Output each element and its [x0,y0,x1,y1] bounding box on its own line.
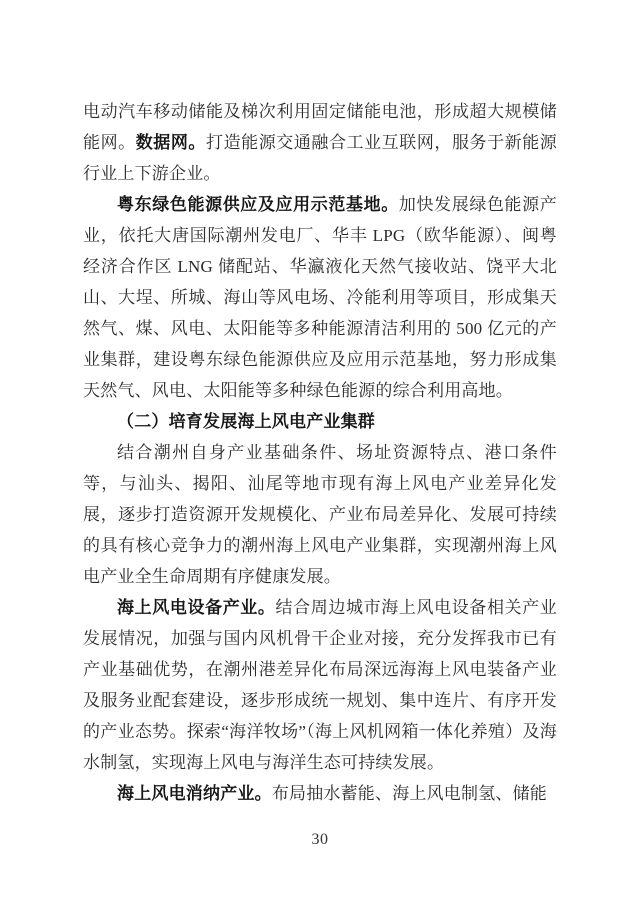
document-body [83,96,557,809]
page-number: 30 [311,831,329,848]
para-green-energy-base [83,189,557,406]
inline-heading-wind-consumption: 海上风电消纳产业。 [117,784,272,803]
body-text: 结合周边城市海上风电设备相关产业发展情况，加强与国内风机骨干企业对接，充分发挥我市已有产业基础优势，在潮州港差异化布局深远海海上风电装备产业及服务业配套建设，逐步形成统一规划、集中连片、有序开发的产业态势。探索“海洋牧场”（海上风机网箱一体化养殖）及海水制氢，实现海上风电与海洋生态可持续发展。 [83,598,557,772]
para-wind-consumption-industry [83,778,557,809]
inline-heading-data-network: 数据网。 [135,133,206,152]
body-text: 电动汽车移动储能及梯次利用固定储能电池，形成超大规模储能网。 [83,102,557,152]
inline-heading-green-energy-base: 粤东绿色能源供应及应用示范基地。 [117,195,399,214]
inline-heading-wind-equipment: 海上风电设备产业。 [117,598,276,617]
para-cluster-overview [83,437,557,592]
para-wind-equipment-industry [83,592,557,778]
body-text: 布局抽水蓄能、海上风电制氢、储能 [271,784,548,803]
para-energy-storage-network [83,96,557,189]
body-text: 加快发展绿色能源产业，依托大唐国际潮州发电厂、华丰 LPG（欧华能源）、闽粤经济合作区 LNG 储配站、华瀛液化天然气接收站、饶平大北山、大埕、所城、海山等风电场、冷能利用等项目，形成集天然气、煤、风电、太阳能等多种能源清洁利用的 500 亿元的产业集群，建设粤东绿色能源供应及应用示范基地，努力形成集天然气、风电、太阳能等多种绿色能源的综合利用高地。 [83,195,557,400]
section-heading-offshore-wind-cluster: （二）培育发展海上风电产业集群 [117,412,375,431]
body-text: 结合潮州自身产业基础条件、场址资源特点、港口条件等，与汕头、揭阳、汕尾等地市现有海上风电产业差异化发展，逐步打造资源开发规模化、产业布局差异化、发展可持续的具有核心竞争力的潮州海上风电产业集群，实现潮州海上风电产业全生命周期有序健康发展。 [83,443,557,586]
body-text: 打造能源交通融合工业互联网，服务于新能源行业上下游企业。 [83,133,557,183]
